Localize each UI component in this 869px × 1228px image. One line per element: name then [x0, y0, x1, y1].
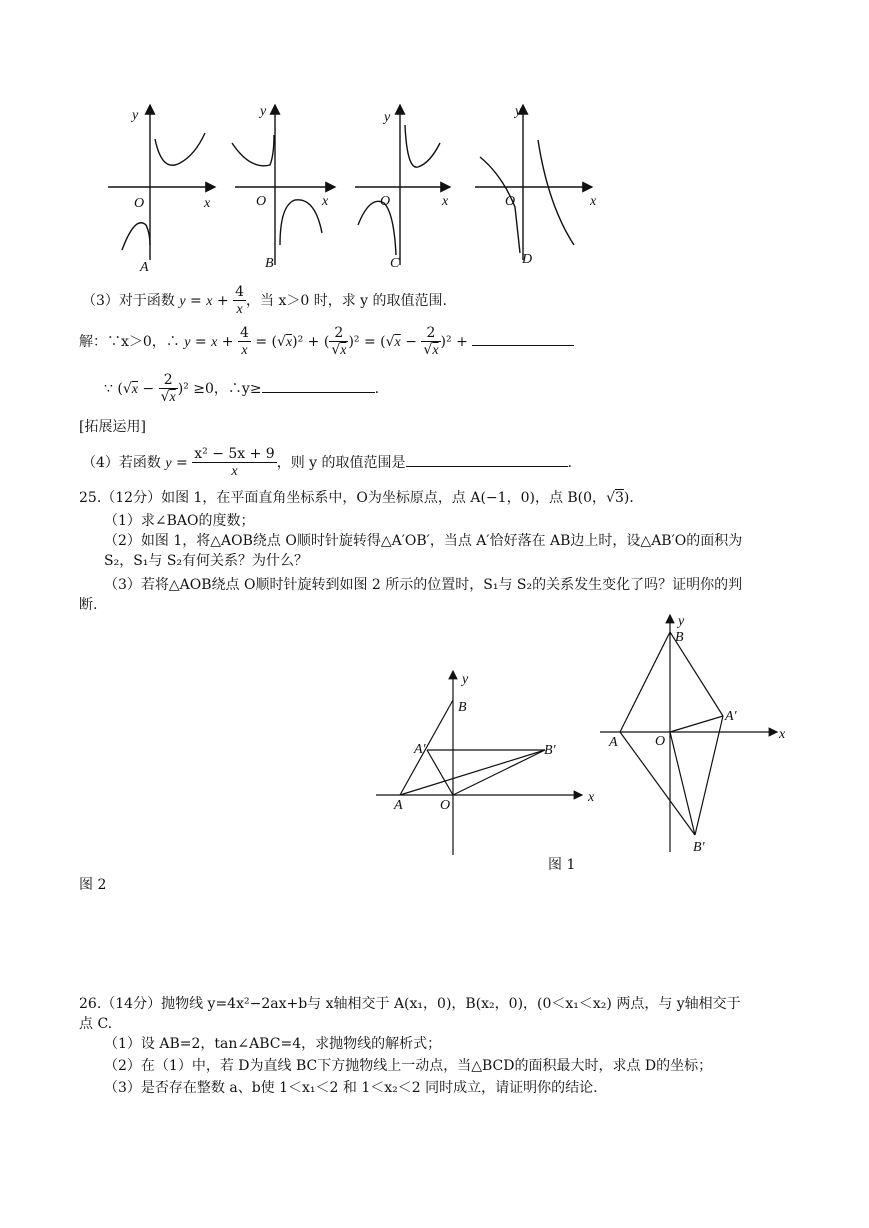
graph-d-origin: O: [505, 194, 516, 209]
graph-d-x-label: x: [590, 194, 597, 209]
q3-fraction: $\frac{4}{x}$: [235, 284, 245, 317]
blank-1[interactable]: [472, 331, 574, 346]
blank-2[interactable]: [262, 378, 375, 393]
graph-c-origin: O: [380, 194, 391, 209]
q25-part1: （1）求∠BAO的度数；: [104, 513, 255, 529]
solution-line-1: 解：∵x＞0，∴ y = x + $\frac{4}{x}$ = (√x)² + ( $\frac{2}{√x}$ )² = (√x − $\frac{2}{√x}$ )² +: [79, 325, 574, 359]
fig2-y-label: y: [678, 614, 685, 629]
section-extend: [拓展运用]: [79, 419, 146, 435]
blank-3[interactable]: [406, 452, 568, 467]
graph-b-y-label: y: [260, 104, 267, 119]
function-graphs: [100, 95, 610, 275]
graph-b-origin: O: [256, 194, 267, 209]
solution-lead: 解：∵x＞0，∴: [79, 334, 180, 350]
q4-cond: ，则 y 的取值范围是: [276, 455, 406, 471]
figure-2-caption: 图 2: [79, 877, 107, 893]
graph-d-y-label: y: [515, 104, 522, 119]
q25-line1: 25.（12分）如图 1，在平面直角坐标系中，O为坐标原点，点 A(−1，0)，点 B(0，√3)．: [79, 490, 644, 506]
solution-line-2: ∵ (√x − $\frac{2}{√x}$ )² ≥0，∴y≥ .: [104, 372, 380, 405]
graph-a-x-label: x: [204, 196, 211, 211]
graph-a-origin: O: [134, 196, 145, 211]
q25-part3b: 断.: [79, 597, 98, 613]
q4-line: （4）若函数 y = $\frac{\text{x² − 5x + 9}}{x}$ ，则 y 的取值范围是 .: [82, 446, 572, 479]
fig2-x-label: x: [779, 727, 786, 742]
q26-part2: （2）在（1）中，若 D为直线 BC下方抛物线上一动点，当△BCD的面积最大时，求点 D的坐标；: [104, 1058, 713, 1074]
q25-part2a: （2）如图 1，将△AOB绕点 O顺时针旋转得△A′OB′，当点 A′恰好落在 AB边上时，设△AB′O的面积为: [104, 533, 743, 549]
q26-line2: 点 C.: [79, 1016, 113, 1032]
fig1-a1-label: A′: [414, 742, 426, 757]
figure-1: [370, 665, 605, 860]
fig1-o-label: O: [440, 798, 451, 813]
figure-1-caption: 图 1: [548, 857, 576, 873]
q3-cond: ，当 x＞0 时，求 y 的取值范围.: [246, 293, 447, 309]
graph-a-y-label: y: [132, 108, 139, 123]
fig1-a-label: A: [394, 798, 403, 813]
fig2-b1-label: B′: [693, 840, 705, 855]
graph-c-label: C: [390, 256, 400, 271]
graph-b-x-label: x: [322, 194, 329, 209]
graph-d-label: D: [522, 252, 533, 267]
fig2-o-label: O: [655, 734, 666, 749]
solution-geq: ≥0，∴y≥: [193, 381, 262, 397]
fig2-a-label: A: [609, 735, 618, 750]
fig1-b1-label: B′: [544, 743, 556, 758]
q3-line: （3）对于函数 y = x + $\frac{4}{x}$ ，当 x＞0 时，求 y 的取值范围.: [82, 284, 447, 317]
q26-part3: （3）是否存在整数 a、b使 1＜x₁＜2 和 1＜x₂＜2 同时成立，请证明你的结论.: [104, 1080, 598, 1096]
fig1-b-label: B: [458, 700, 467, 715]
graph-b-label: B: [265, 256, 274, 271]
q4-intro: （4）若函数: [82, 455, 161, 471]
graph-c-x-label: x: [442, 194, 449, 209]
q25-part3a: （3）若将△AOB绕点 O顺时针旋转到如图 2 所示的位置时，S₁与 S₂的关系发生变化了吗？证明你的判: [104, 577, 743, 593]
fig2-a1-label: A′: [725, 709, 737, 724]
q26-line1: 26.（14分）抛物线 y=4x²−2ax+b与 x轴相交于 A(x₁，0)，B(x₂，0)，(0＜x₁＜x₂) 两点，与 y轴相交于: [79, 996, 741, 1012]
fig2-b-label: B: [675, 630, 684, 645]
q26-part1: （1）设 AB=2，tan∠ABC=4，求抛物线的解析式；: [104, 1036, 442, 1052]
q25-part2b: S₂，S₁与 S₂有何关系？为什么？: [104, 553, 309, 569]
q3-intro: （3）对于函数: [82, 293, 175, 309]
q4-fraction: $\frac{\text{x² − 5x + 9}}{x}$: [194, 446, 275, 479]
graph-c-y-label: y: [384, 110, 391, 125]
fig1-y-label: y: [462, 672, 469, 687]
solution-step2-lead: ∵: [104, 381, 113, 397]
figure-2: [595, 607, 795, 857]
fig1-x-label: x: [588, 790, 595, 805]
graph-a-label: A: [140, 260, 149, 275]
